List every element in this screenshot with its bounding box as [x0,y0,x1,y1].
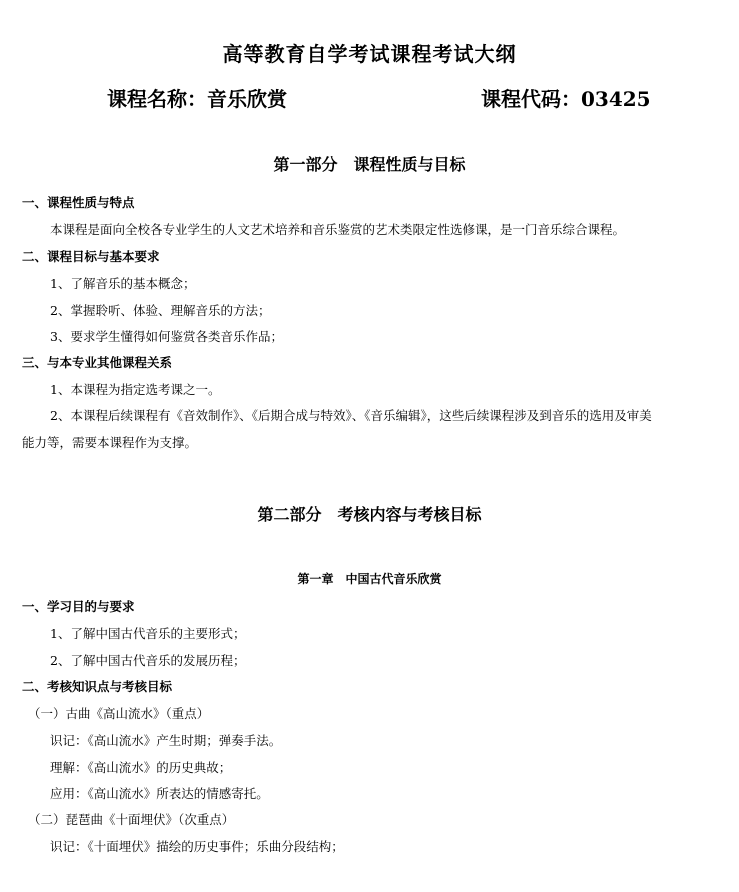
part2-section2-heading: 二、考核知识点与考核目标 [22,679,173,694]
part1-section3-paragraph-line: 2、本课程后续课程有《音效制作》、《后期合成与特效》、《音乐编辑》，这些后续课程涉及到音乐的选用及审美 [50,408,652,423]
part1-section1-heading: 一、课程性质与特点 [22,195,135,210]
subsection2-heading: （二）琵琶曲《十面埋伏》（次重点） [28,812,235,827]
part1-section2-item: 3、要求学生懂得如何鉴赏各类音乐作品； [50,329,283,344]
part1-section2-item: 2、掌握聆听、体验、理解音乐的方法； [50,303,271,318]
chapter1-title: 第一章 中国古代音乐欣赏 [297,572,442,586]
course-code: 课程代码：03425 [481,87,651,111]
part1-section2-heading: 二、课程目标与基本要求 [22,249,160,264]
part2-section1-item: 2、了解中国古代音乐的发展历程； [50,653,246,668]
part1-section1-paragraph: 本课程是面向全校各专业学生的人文艺术培养和音乐鉴赏的艺术类限定性选修课，是一门音乐综合课程。 [50,222,626,237]
subsection1-heading: （一）古曲《高山流水》（重点） [28,706,210,721]
part2-section1-heading: 一、学习目的与要求 [22,599,135,614]
document-title: 高等教育自学考试课程考试大纲 [222,42,517,66]
part1-section2-item: 1、了解音乐的基本概念； [50,276,196,291]
subsection2-item: 识记：《十面埋伏》描绘的历史事件；乐曲分段结构； [50,839,344,854]
part1-section3-paragraph-line: 能力等，需要本课程作为支撑。 [22,435,198,450]
part2-section1-item: 1、了解中国古代音乐的主要形式； [50,626,246,641]
subsection1-item: 识记：《高山流水》产生时期；弹奏手法。 [50,733,282,748]
subsection1-item: 应用：《高山流水》所表达的情感寄托。 [50,786,269,801]
part1-section3-paragraph: 1、本课程为指定选考课之一。 [50,382,221,397]
subsection1-item: 理解：《高山流水》的历史典故； [50,760,232,775]
part1-title: 第一部分 课程性质与目标 [273,155,466,174]
course-name: 课程名称：音乐欣赏 [107,87,287,111]
part2-title: 第二部分 考核内容与考核目标 [257,505,482,524]
part1-section3-heading: 三、与本专业其他课程关系 [22,355,173,370]
